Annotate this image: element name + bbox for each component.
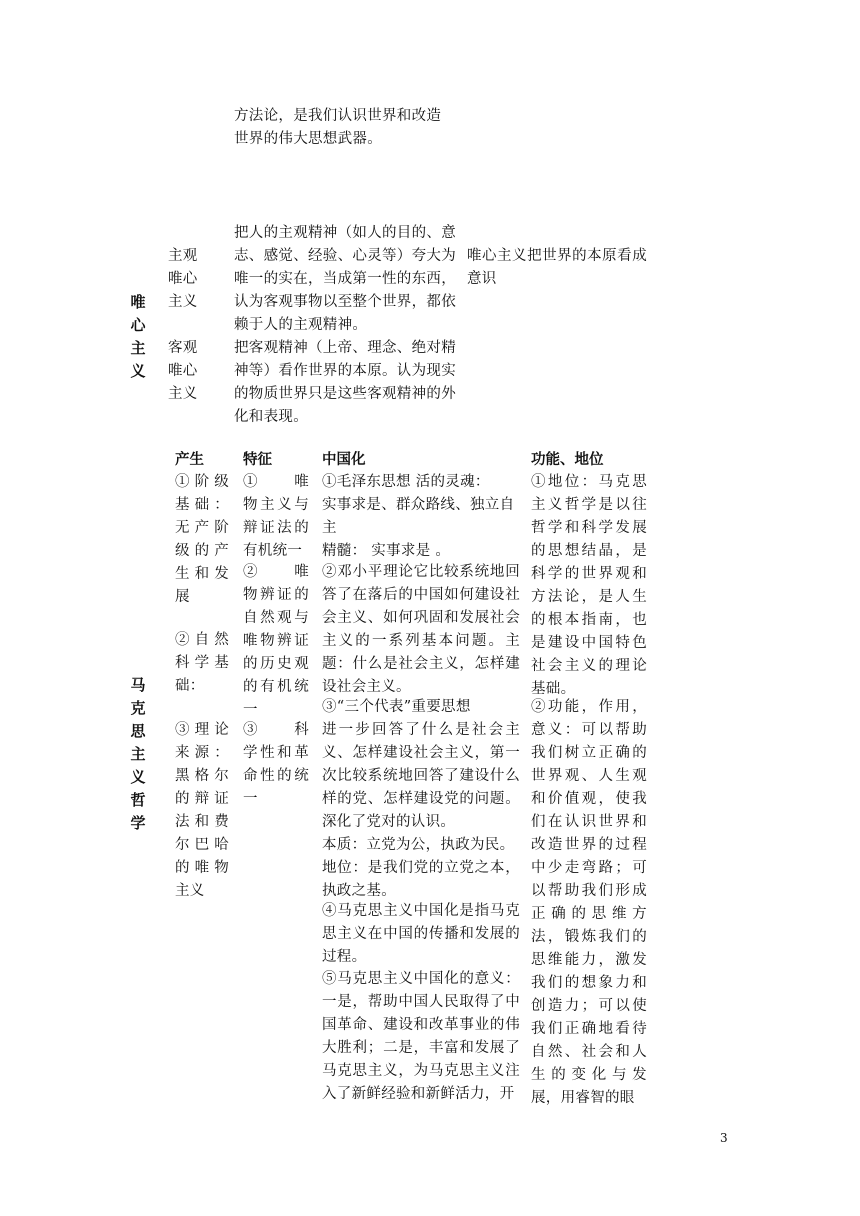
- origin-theory-source: ③理论来源：黑格尔的辩证法和费尔巴哈的唯物主义: [175, 722, 229, 899]
- objective-idealism-definition: 把客观精神（上帝、理念、绝对精神等）看作世界的本原。认为现实的物质世界只是这些客观精神的外化和表现。: [234, 340, 456, 425]
- page-number: 3: [720, 1131, 728, 1145]
- feature-1: ① 唯物主义与辩证法的有机统一: [243, 474, 309, 559]
- objective-idealism-label: 客观 唯心 主义: [168, 340, 198, 402]
- origin-class-basis: ①阶级基础：无产阶级的产生和发展: [175, 474, 229, 605]
- sinicization-significance: ⑤马克思主义中国化的意义：一是，帮助中国人民取得了中国革命、建设和改革事业的伟大胜利；二是，丰富和发展了马克思主义，为马克思主义注入了新鲜经验和新鲜活力，开: [322, 971, 520, 1102]
- header-origin: 产生: [175, 452, 204, 468]
- function-role: ②功能，作用，意义：可以帮助我们树立正确的世界观、人生观和价值观，使我们在认识世界和改造世界的过程中少走弯路；可以帮助我们形成正确的思维方法，锻炼我们的思维能力，激发我们的想象力和创造力；可以使我们正确地看待自然、社会和人生的变化与发展，用睿智的眼: [531, 699, 647, 1106]
- function-status: ①地位：马克思主义哲学是以往哲学和科学发展的思想结晶，是科学的世界观和方法论，是人生的根本指南，也是建设中国特色社会主义的理论基础。: [531, 474, 647, 697]
- top-continuation-text: 方法论，是我们认识世界和改造 世界的伟大思想武器。: [234, 108, 442, 147]
- idealism-label: 唯 心 主 义: [130, 293, 146, 380]
- header-function: 功能、地位: [531, 452, 604, 468]
- subjective-idealism-label: 主观 唯心 主义: [168, 248, 198, 310]
- sinicization-three-represents: ③“三个代表”重要思想 进一步回答了什么是社会主义、怎样建设社会主义，第一次比较系统地回答了建设什么样的党、怎样建设党的问题。深化了党对的认识。 本质：立党为公，执政为民。 地位：是我们党的立党之本，执政之基。: [322, 699, 520, 899]
- sinicization-meaning: ④马克思主义中国化是指马克思主义在中国的传播和发展的过程。: [322, 903, 520, 965]
- origin-science-basis: ②自然科学基础：: [175, 632, 229, 694]
- subjective-idealism-definition: 把人的主观精神（如人的目的、意志、感觉、经验、心灵等）夸大为唯一的实在，当成第一性的东西，认为客观事物以至整个世界，都依赖于人的主观精神。: [234, 225, 456, 333]
- sinicization-deng: ②邓小平理论它比较系统地回答了在落后的中国如何建设社会主义、如何巩固和发展社会主义的一系列基本问题。主题：什么是社会主义，怎样建设社会主义。: [322, 564, 520, 695]
- feature-3: ③ 科学性和革命性的统一: [243, 722, 309, 807]
- marxist-philosophy-label: 马 克 思 主 义 哲 学: [130, 676, 146, 832]
- header-sinicization: 中国化: [322, 452, 366, 468]
- idealism-summary: 唯心主义把世界的本原看成意识: [467, 248, 647, 287]
- header-feature: 特征: [243, 452, 272, 468]
- feature-2: ② 唯物辨证的自然观与唯物辨证的历史观的有机统一: [243, 564, 309, 718]
- sinicization-mao: ①毛泽东思想 活的灵魂： 实事求是、群众路线、独立自主 精髓： 实事求是 。: [322, 474, 515, 559]
